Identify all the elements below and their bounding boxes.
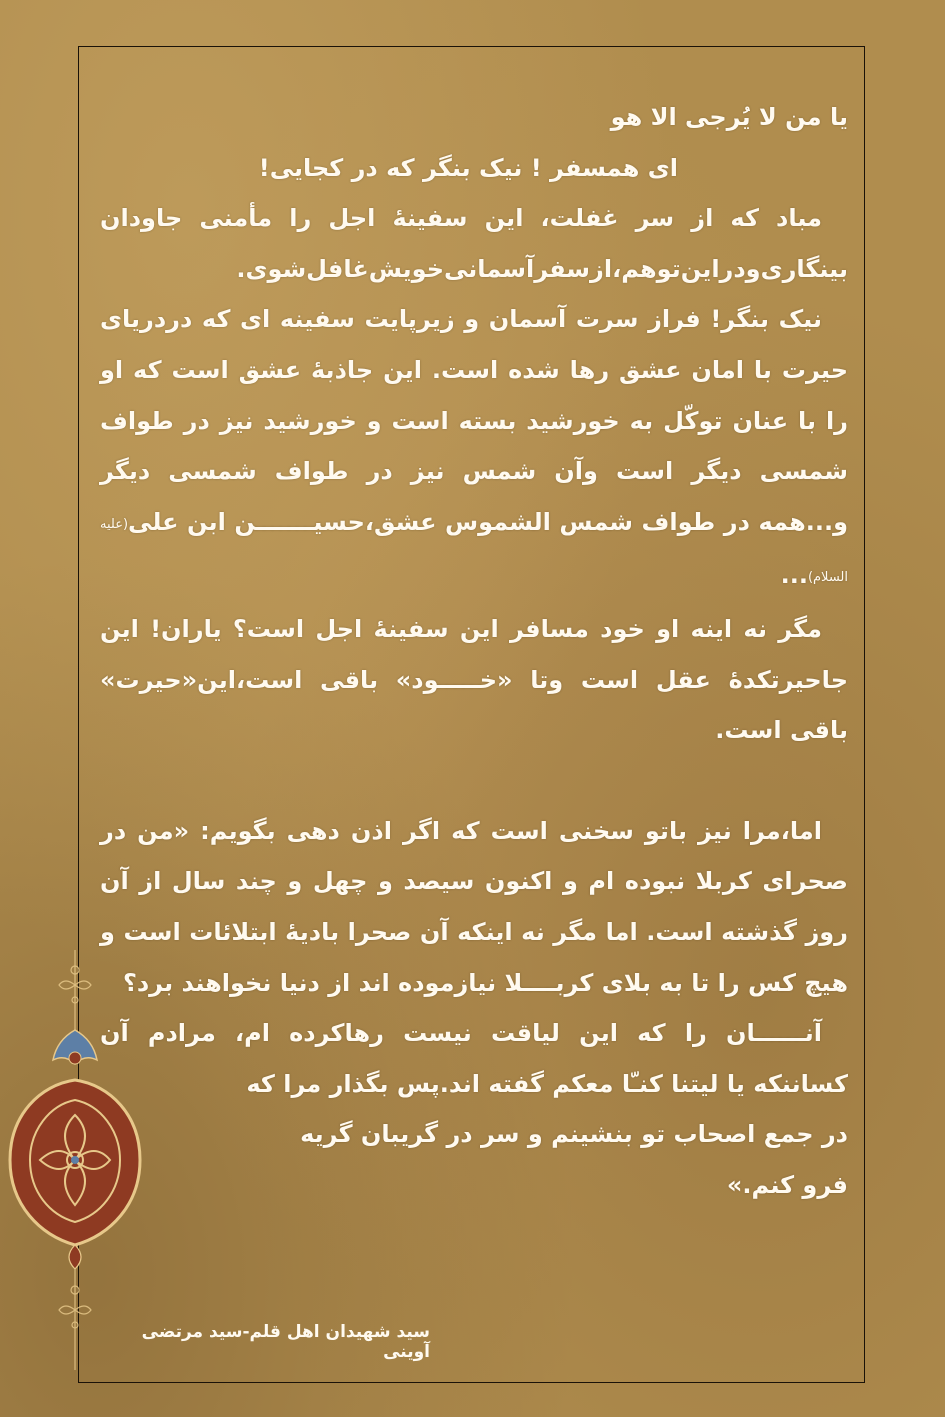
poem-body <box>100 92 848 1210</box>
poem-paragraph-1: مباد که از سر غفلت، این سفینهٔ اجل را مأمنی جاودان بینگاری‌ودراین‌توهم،ازسفرآسمانی‌خویش‌غافل‌شوی. <box>100 204 848 283</box>
poem-paragraph-5a: آنــــــان را که این لیاقت نیست رهاکرده ام، مرادم آن کساننکه یا لیتنا کنـّا معکم گفته اند.پس بگذار مرا که <box>100 1019 848 1098</box>
poem-paragraph-5c: فرو کنم.» <box>726 1170 848 1199</box>
poem-heading: یا من لا یُرجی الا هو <box>610 103 848 131</box>
paragraph-gap <box>100 756 848 806</box>
poem-paragraph-2-end: ... <box>780 561 808 590</box>
arabesque-medallion-icon <box>0 930 150 1400</box>
poem-line-1: ای همسفر ! نیک بنگر که در کجایی! <box>258 153 678 182</box>
poem-paragraph-4: اما،مرا نیز باتو سخنی است که اگر اذن دهی بگویم: «من در صحرای کربلا نبوده ام و اکنون سیصد و چهل و چند سال از آن روز گذشته است. اما مگر نه اینکه آن صحرا بادیهٔ ابتلائات است و هیچ کس را تا به بلای کربــــلا نیازموده اند از دنیا نخواهند برد؟ <box>100 816 848 997</box>
poem-paragraph-2 <box>100 294 848 604</box>
poem-paragraph-3: مگر نه اینه او خود مسافر این سفینهٔ اجل است؟ یاران! این جاحیرتکدهٔ عقل است وتا «خـــــود» باقی است،این«حیرت» باقی است. <box>100 614 848 745</box>
poem-paragraph-2-text: نیک بنگر! فراز سرت آسمان و زیرپایت سفینه ای که دردریای حیرت با امان عشق رها شده است. این جاذبهٔ عشق است که او را با عنان توکّل به خورشید بسته است و خورشید نیز در طواف شمسی دیگر است وآن شمس نیز در طواف شمسی دیگر و...همه در طواف شمس الشموس عشق،حسیـــــــن ابن علی <box>100 305 848 536</box>
honorific: (علیه السلام) <box>100 516 848 586</box>
poem-paragraph-5b: در جمع اصحاب تو بنشینم و سر در گریبان گریه <box>300 1120 848 1149</box>
signature: سید شهیدان اهل قلم-سید مرتضی آوینی <box>141 1322 430 1362</box>
